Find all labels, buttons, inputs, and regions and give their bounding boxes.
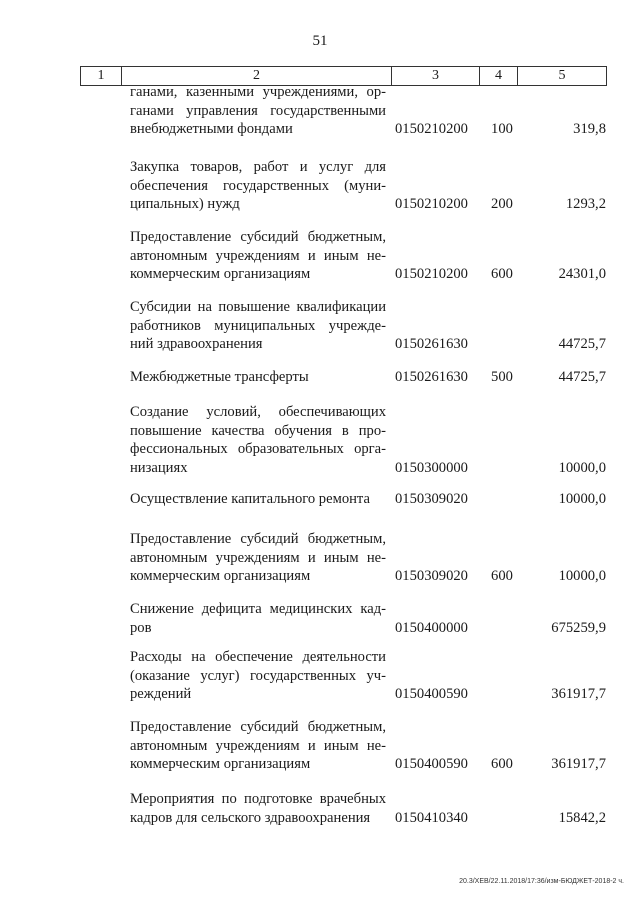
- row-name-line: ров: [130, 619, 152, 636]
- row-name-line: Межбюджетные трансферты: [130, 369, 309, 385]
- row-name-line: коммерческим организациям: [130, 266, 311, 282]
- row-amount: 24301,0: [558, 266, 606, 282]
- row-amount: 44725,7: [558, 369, 606, 385]
- row-name: [130, 600, 386, 637]
- row-amount: 361917,7: [551, 686, 606, 702]
- row-name: [130, 790, 386, 827]
- row-name-line: коммерческим организациям: [130, 568, 311, 584]
- row-expense-type: 600: [491, 266, 513, 282]
- row-amount: 44725,7: [558, 336, 606, 352]
- row-code: 0150210200: [395, 121, 468, 137]
- row-name: [130, 530, 386, 586]
- row-amount: 10000,0: [558, 491, 606, 507]
- row-name-line: Предоставление субсидий бюджетным,: [130, 229, 386, 245]
- row-name-line: работников муниципальных учрежде-: [130, 317, 386, 334]
- row-name-line: коммерческим организациям: [130, 756, 311, 772]
- row-amount: 10000,0: [558, 568, 606, 584]
- row-name: [130, 83, 386, 139]
- row-code: 0150261630: [395, 369, 468, 385]
- row-name-line: Расходы на обеспечение деятельности: [130, 649, 386, 665]
- row-name-line: автономным учреждениям и иным не-: [130, 247, 386, 264]
- row-name-line: кадров для сельского здравоохранения: [130, 809, 371, 826]
- row-name-line: ганами, казенными учреждениями, ор-: [130, 84, 386, 100]
- row-code: 0150309020: [395, 491, 468, 507]
- row-name-line: Субсидии на повышение квалификации: [130, 299, 386, 315]
- header-col-5: 5: [558, 68, 566, 83]
- row-name-line: (оказание услуг) государственных уч-: [130, 667, 386, 684]
- row-name-line: низациях: [130, 459, 188, 476]
- row-name-line: Закупка товаров, работ и услуг для: [130, 159, 386, 175]
- row-name-line: Мероприятия по подготовке врачебных: [130, 791, 386, 807]
- header-col-4: 4: [480, 67, 518, 85]
- row-code: 0150410340: [395, 809, 468, 826]
- row-code: 0150400590: [395, 756, 468, 772]
- row-name-line: ципальных) нужд: [130, 196, 240, 212]
- row-amount: 675259,9: [551, 619, 606, 636]
- row-code: 0150210200: [395, 196, 468, 212]
- row-name: [130, 228, 386, 284]
- row-name: [130, 368, 386, 387]
- row-expense-type: 500: [491, 369, 513, 385]
- row-amount: 319,8: [573, 121, 606, 137]
- row-amount: 15842,2: [558, 809, 606, 826]
- row-name: [130, 490, 386, 509]
- page-number: 51: [312, 33, 328, 49]
- row-amount: 10000,0: [558, 459, 606, 476]
- row-name-line: Осуществление капитального ремонта: [130, 491, 370, 507]
- row-amount: 1293,2: [565, 196, 606, 212]
- header-col-2: 2: [122, 67, 392, 85]
- row-name-line: Создание условий, обеспечивающих: [130, 404, 386, 420]
- row-name-line: повышение качества обучения в про-: [130, 422, 386, 439]
- row-name-line: обеспечения государственных (муни-: [130, 177, 386, 194]
- row-code: 0150261630: [395, 336, 468, 352]
- row-name: [130, 158, 386, 214]
- row-name-line: фессиональных образовательных орга-: [130, 441, 386, 457]
- row-expense-type: 600: [491, 568, 513, 584]
- header-col-3: 3: [392, 67, 480, 85]
- row-name-line: Предоставление субсидий бюджетным,: [130, 531, 386, 547]
- row-code: 0150400590: [395, 686, 468, 702]
- row-code: 0150400000: [395, 619, 468, 636]
- row-name-line: автономным учреждениям и иным не-: [130, 737, 386, 754]
- row-name-line: ганами управления государственными: [130, 102, 386, 119]
- header-col-1: 1: [81, 67, 122, 85]
- row-code: 0150210200: [395, 266, 468, 282]
- row-name: [130, 648, 386, 704]
- row-code: 0150309020: [395, 568, 468, 584]
- row-name-line: автономным учреждениям и иным не-: [130, 549, 386, 566]
- row-expense-type: 600: [491, 756, 513, 772]
- row-name: [130, 403, 386, 477]
- row-name-line: ний здравоохранения: [130, 336, 263, 352]
- row-expense-type: 100: [491, 121, 513, 137]
- row-name-line: реждений: [130, 686, 192, 702]
- row-amount: 361917,7: [551, 756, 606, 772]
- row-code: 0150300000: [395, 459, 468, 476]
- footer-stamp: 20.3/ХЕВ/22.11.2018/17:36/изм-БЮДЖЕТ-2018-2 ч.: [459, 878, 624, 885]
- row-name-line: Снижение дефицита медицинских кад-: [130, 601, 386, 617]
- row-expense-type: 200: [491, 196, 513, 212]
- row-name: [130, 718, 386, 774]
- row-name-line: Предоставление субсидий бюджетным,: [130, 719, 386, 735]
- row-name: [130, 298, 386, 354]
- row-name-line: внебюджетными фондами: [130, 121, 293, 137]
